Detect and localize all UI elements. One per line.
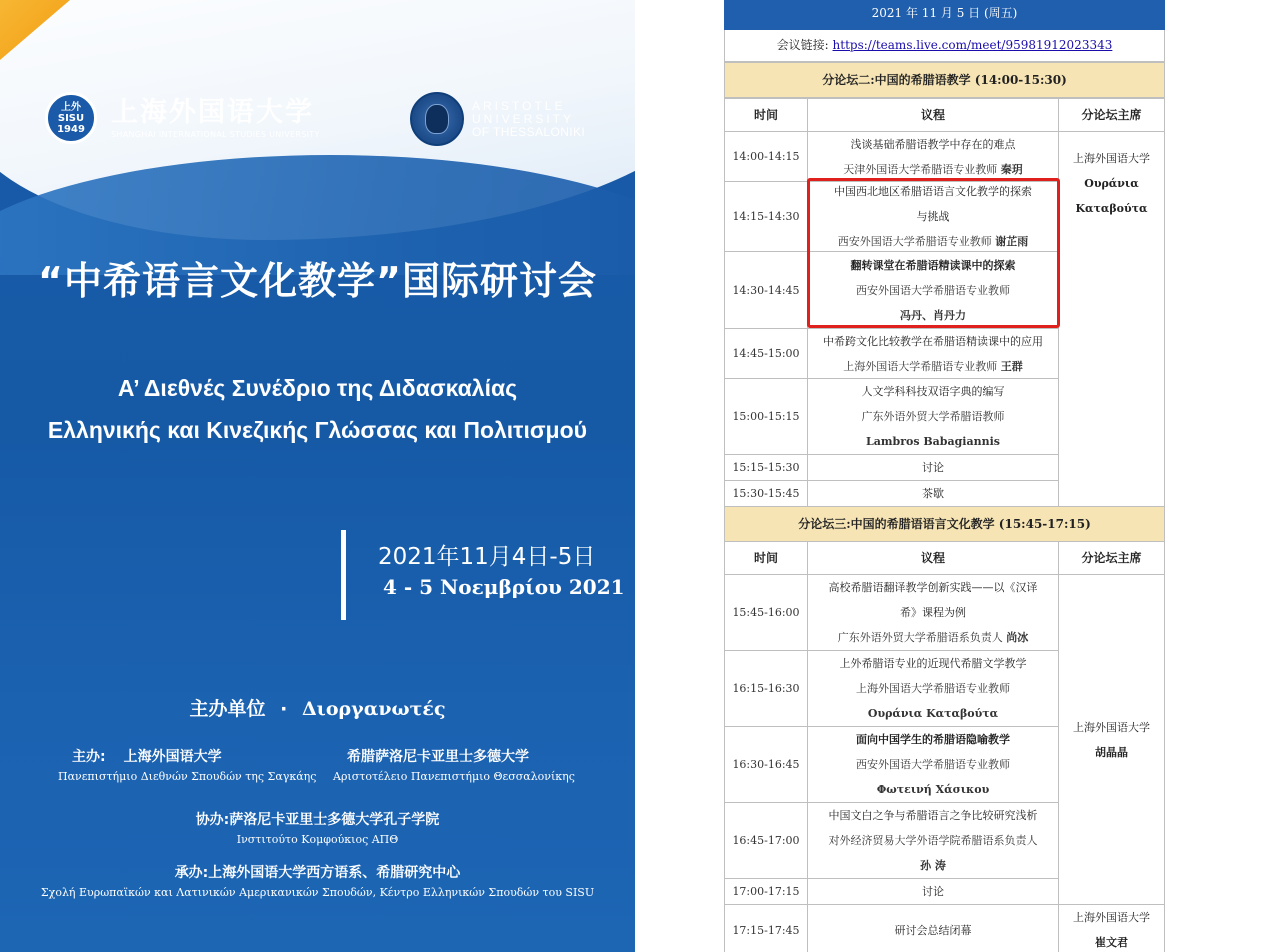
date-cn: 2021年11月4日-5日 [378, 544, 596, 570]
f2-agenda-3: 翻转课堂在希腊语精读课中的探索 西安外国语大学希腊语专业教师 冯丹、肖丹力 [807, 251, 1059, 329]
meeting-link-row: 会议链接: https://teams.live.com/meet/95981912023343 [724, 30, 1165, 62]
f2-time-4: 14:45-15:00 [724, 328, 808, 379]
auth-line3: OF THESSALONIKI [472, 124, 586, 139]
host1: 主办: 上海外国语大学 Πανεπιστήμιο Διεθνών Σπουδών της Σαγκάης [58, 749, 317, 783]
f3-agenda-4: 中国文白之争与希腊语言之争比较研究浅析 对外经济贸易大学外语学院希腊语系负责人 孙 涛 [807, 802, 1059, 879]
forum2-title: 分论坛二:中国的希腊语教学 (14:00-15:30) [724, 62, 1165, 98]
f3-time-5: 17:00-17:15 [724, 878, 808, 905]
schedule-table [724, 0, 1165, 952]
f3-time-1: 15:45-16:00 [724, 574, 808, 651]
f3-col-agenda: 议程 [807, 541, 1059, 575]
f2-agenda-2: 中国西北地区希腊语语言文化教学的探索 与挑战 西安外国语大学希腊语专业教师 谢芷雨 [807, 181, 1059, 252]
f2-time-2: 14:15-14:30 [724, 181, 808, 252]
date-divider [341, 530, 346, 620]
f3-col-chair: 分论坛主席 [1058, 541, 1165, 575]
f3-chair: 上海外国语大学 胡晶晶 [1058, 574, 1165, 905]
f2-time-5: 15:00-15:15 [724, 378, 808, 455]
closing-chair: 上海外国语大学 崔文君 [1058, 904, 1165, 952]
executive-organizer: 承办:上海外国语大学西方语系、希腊研究中心 Σχολή Ευρωπαϊκών και Λατινικών Αμερικανικών Σπουδών, Κέντρο Ελληνικών Σπουδών του SISU [40, 865, 595, 899]
f2-agenda-1: 浅谈基础希腊语教学中存在的难点 天津外国语大学希腊语专业教师 秦玥 [807, 131, 1059, 182]
organizers-heading: 主办单位 · Διοργανωτές [189, 698, 446, 720]
f2-agenda-5: 人文学科科技双语字典的编写 广东外语外贸大学希腊语教师 Lambros Babagiannis [807, 378, 1059, 455]
meeting-link[interactable]: https://teams.live.com/meet/95981912023343 [832, 38, 1113, 52]
f2-agenda-6: 讨论 [807, 454, 1059, 481]
closing-time: 17:15-17:45 [724, 904, 808, 952]
f3-agenda-1: 高校希腊语翻译教学创新实践——以《汉译 希》课程为例 广东外语外贸大学希腊语系负责人 尚冰 [807, 574, 1059, 651]
f2-col-chair: 分论坛主席 [1058, 98, 1165, 132]
auth-line2: UNIVERSITY [472, 111, 575, 126]
f2-time-6: 15:15-15:30 [724, 454, 808, 481]
schedule-date-header: 2021 年 11 月 5 日 (周五) [724, 0, 1165, 30]
f2-agenda-7: 茶歇 [807, 480, 1059, 507]
sisu-name-cn: 上海外国语大学 [111, 96, 314, 128]
auth-line1: ARISTOTLE [472, 98, 566, 113]
sisu-logo [45, 92, 320, 144]
red-highlight-box [807, 178, 1060, 328]
sisu-name-en: SHANGHAI INTERNATIONAL STUDIES UNIVERSITY [111, 129, 320, 139]
f2-agenda-4: 中希跨文化比较教学在希腊语精读课中的应用 上海外国语大学希腊语专业教师 王群 [807, 328, 1059, 379]
co-organizer: 协办:萨洛尼卡亚里士多德大学孔子学院 Ινστιτούτο Κομφούκιος ΑΠΘ [195, 812, 440, 846]
aristotle-seal-icon [410, 92, 464, 146]
f3-agenda-2: 上外希腊语专业的近现代希腊文学教学 上海外国语大学希腊语专业教师 Ουράνια Καταβούτα [807, 650, 1059, 727]
host2: 希腊萨洛尼卡亚里士多德大学 Αριστοτέλειο Πανεπιστήμιο Θεσσαλονίκης [333, 749, 575, 783]
f2-col-agenda: 议程 [807, 98, 1059, 132]
f3-agenda-5: 讨论 [807, 878, 1059, 905]
date-gr: 4 - 5 Νοεμβρίου 2021 [383, 575, 625, 599]
f3-col-time: 时间 [724, 541, 808, 575]
poster-title-cn: “中希语言文化教学”国际研讨会 [38, 259, 597, 303]
f2-col-time: 时间 [724, 98, 808, 132]
f3-time-4: 16:45-17:00 [724, 802, 808, 879]
f2-time-1: 14:00-14:15 [724, 131, 808, 182]
forum3-title: 分论坛三:中国的希腊语语言文化教学 (15:45-17:15) [724, 506, 1165, 542]
poster-title-gr: Α’ Διεθνές Συνέδριο της Διδασκαλίας Ελληνικής και Κινεζικής Γλώσσας και Πολιτισμού [47, 375, 588, 443]
closing-agenda: 研讨会总结闭幕 [807, 904, 1059, 952]
f2-time-3: 14:30-14:45 [724, 251, 808, 329]
f3-agenda-3: 面向中国学生的希腊语隐喻教学 西安外国语大学希腊语专业教师 Φωτεινή Χάσικου [807, 726, 1059, 803]
f2-time-7: 15:30-15:45 [724, 480, 808, 507]
sisu-seal-icon: 上外 SISU 1949 [45, 92, 97, 144]
f2-chair: 上海外国语大学 Ουράνια Καταβούτα [1058, 131, 1165, 507]
auth-logo [410, 92, 585, 146]
f3-time-2: 16:15-16:30 [724, 650, 808, 727]
f3-time-3: 16:30-16:45 [724, 726, 808, 803]
